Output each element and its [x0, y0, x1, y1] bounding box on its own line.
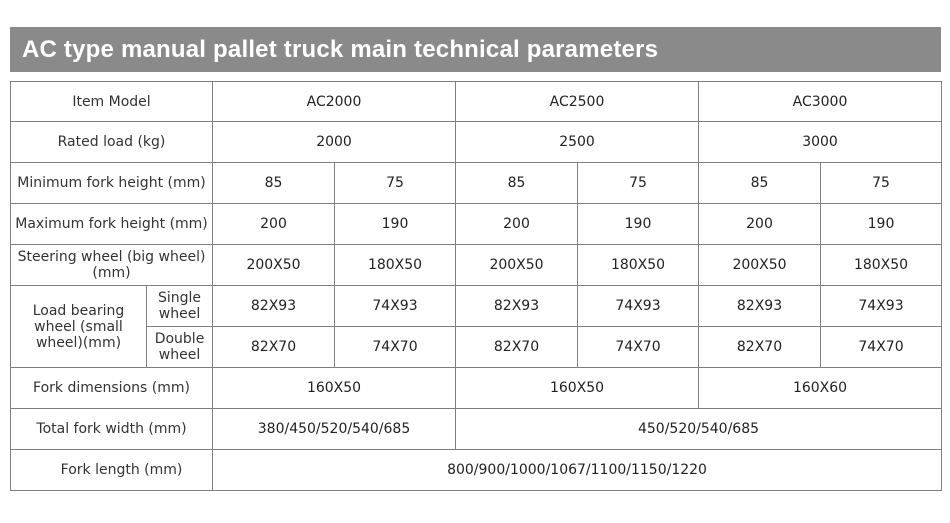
max-fork-height-cell: 200	[456, 204, 578, 245]
load-wheel-double-cell: 82X70	[699, 327, 821, 368]
max-fork-height-cell: 190	[821, 204, 942, 245]
load-wheel-double-cell: 74X70	[821, 327, 942, 368]
max-fork-height-cell: 190	[335, 204, 456, 245]
label-rated-load: Rated load (kg)	[11, 122, 213, 163]
min-fork-height-cell: 85	[456, 163, 578, 204]
fork-dimensions-cell: 160X60	[699, 368, 942, 409]
table-row-fork-length	[11, 450, 942, 491]
steering-wheel-cell: 180X50	[335, 245, 456, 286]
table-row-total-fork-width	[11, 409, 942, 450]
load-wheel-single-cell: 74X93	[821, 286, 942, 327]
max-fork-height-cell: 190	[578, 204, 699, 245]
load-wheel-double-cell: 82X70	[456, 327, 578, 368]
steering-wheel-cell: 180X50	[821, 245, 942, 286]
steering-wheel-cell: 200X50	[213, 245, 335, 286]
steering-wheel-cell: 180X50	[578, 245, 699, 286]
max-fork-height-cell: 200	[699, 204, 821, 245]
label-double-wheel: Double wheel	[147, 327, 213, 368]
label-max-fork-height: Maximum fork height (mm)	[11, 204, 213, 245]
label-item-model: Item Model	[11, 82, 213, 122]
steering-wheel-cell: 200X50	[699, 245, 821, 286]
table-row-item-model	[11, 82, 942, 122]
label-fork-length: Fork length (mm)	[11, 450, 213, 491]
min-fork-height-cell: 85	[699, 163, 821, 204]
table-row-min-fork-height	[11, 163, 942, 204]
load-wheel-double-cell: 74X70	[335, 327, 456, 368]
table-row-load-wheel-double	[11, 327, 942, 368]
table-row-steering-wheel	[11, 245, 942, 286]
steering-wheel-cell: 200X50	[456, 245, 578, 286]
min-fork-height-cell: 75	[335, 163, 456, 204]
model-cell: AC2000	[213, 82, 456, 122]
label-fork-dimensions: Fork dimensions (mm)	[11, 368, 213, 409]
label-min-fork-height: Minimum fork height (mm)	[11, 163, 213, 204]
rated-load-cell: 2500	[456, 122, 699, 163]
page-title: AC type manual pallet truck main technical parameters	[10, 27, 941, 72]
load-wheel-single-cell: 74X93	[578, 286, 699, 327]
fork-dimensions-cell: 160X50	[456, 368, 699, 409]
table-row-max-fork-height	[11, 204, 942, 245]
total-fork-width-cell: 450/520/540/685	[456, 409, 942, 450]
load-wheel-single-cell: 82X93	[213, 286, 335, 327]
load-wheel-single-cell: 82X93	[456, 286, 578, 327]
table-row-fork-dimensions	[11, 368, 942, 409]
label-steering-wheel: Steering wheel (big wheel) (mm)	[11, 245, 213, 286]
spec-table	[10, 81, 942, 491]
load-wheel-single-cell: 82X93	[699, 286, 821, 327]
max-fork-height-cell: 200	[213, 204, 335, 245]
min-fork-height-cell: 75	[821, 163, 942, 204]
load-wheel-double-cell: 82X70	[213, 327, 335, 368]
rated-load-cell: 2000	[213, 122, 456, 163]
min-fork-height-cell: 85	[213, 163, 335, 204]
model-cell: AC2500	[456, 82, 699, 122]
label-total-fork-width: Total fork width (mm)	[11, 409, 213, 450]
total-fork-width-cell: 380/450/520/540/685	[213, 409, 456, 450]
table-row-load-wheel-single	[11, 286, 942, 327]
model-cell: AC3000	[699, 82, 942, 122]
rated-load-cell: 3000	[699, 122, 942, 163]
table-row-rated-load	[11, 122, 942, 163]
label-load-bearing-wheel: Load bearing wheel (small wheel)(mm)	[11, 286, 147, 368]
fork-length-cell: 800/900/1000/1067/1100/1150/1220	[213, 450, 942, 491]
fork-dimensions-cell: 160X50	[213, 368, 456, 409]
min-fork-height-cell: 75	[578, 163, 699, 204]
load-wheel-single-cell: 74X93	[335, 286, 456, 327]
label-single-wheel: Single wheel	[147, 286, 213, 327]
load-wheel-double-cell: 74X70	[578, 327, 699, 368]
